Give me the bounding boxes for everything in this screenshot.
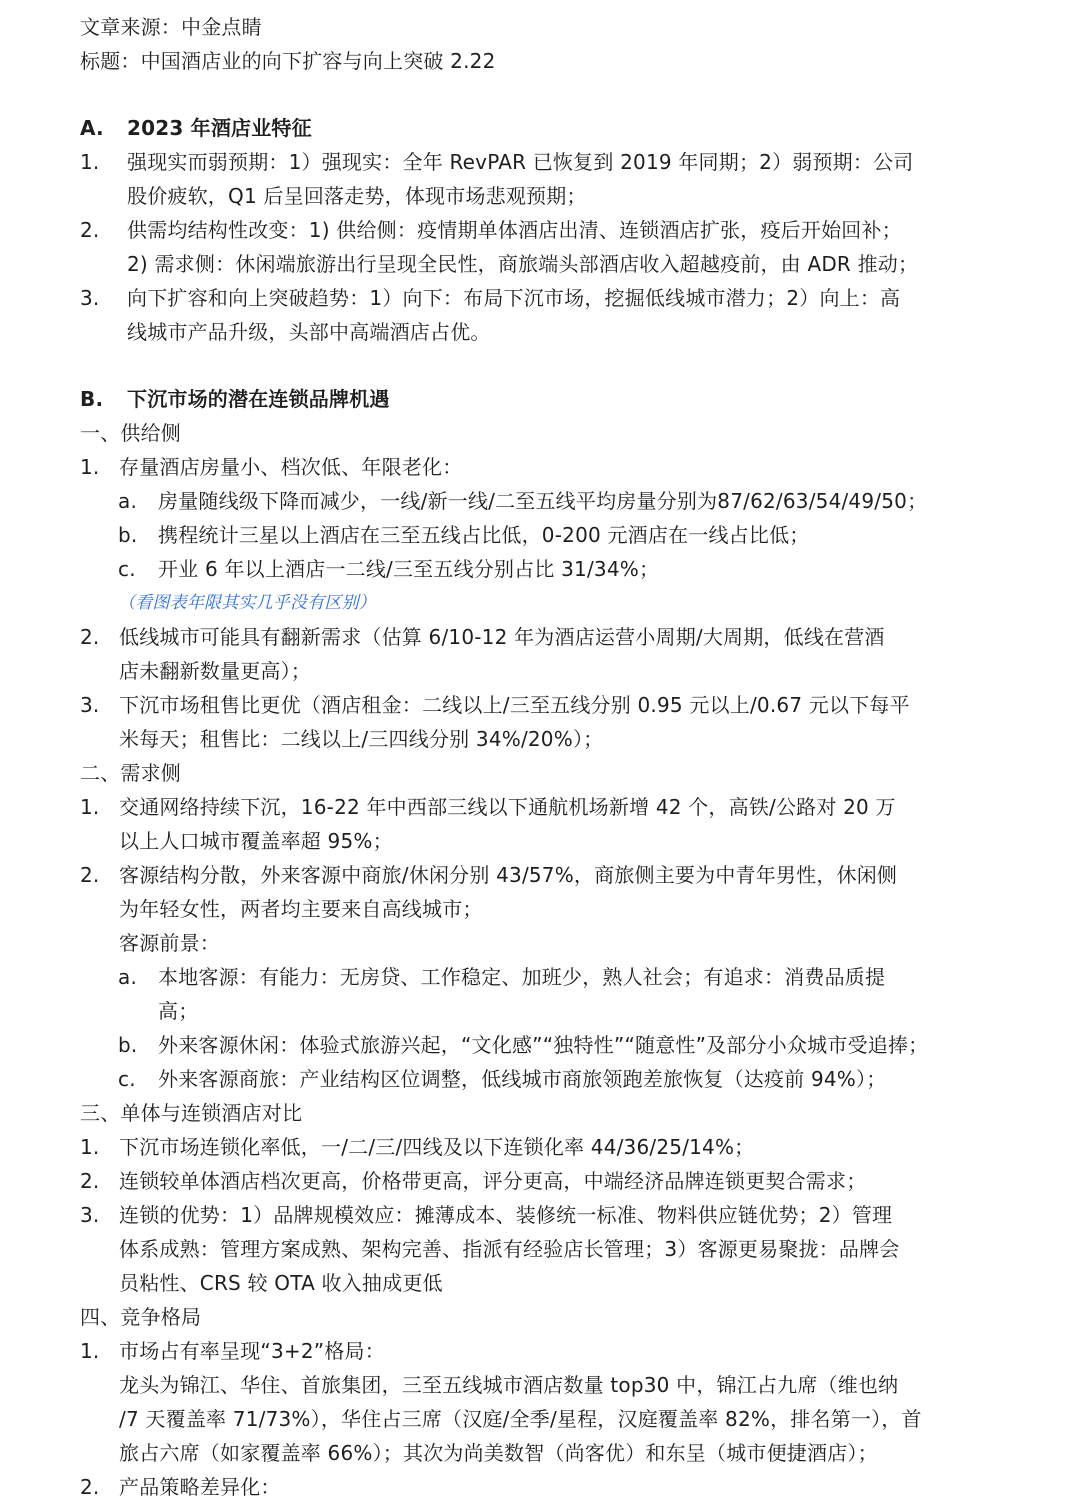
sub-text: 本地客源：有能力：无房贷、工作稳定、加班少，熟人社会；有追求：消费品质提 bbox=[158, 965, 886, 989]
item-text-continued: 店未翻新数量更高）； bbox=[119, 659, 311, 683]
handwritten-note: （看图表年限其实几乎没有区别） bbox=[118, 593, 376, 613]
item-text: 供需均结构性改变：1) 供给侧：疫情期单体酒店出清、连锁酒店扩张，疫后开始回补； bbox=[127, 218, 902, 242]
sub-text: 房量随线级下降而减少，一线/新一线/二至五线平均房量分别为87/62/63/54/49/50； bbox=[158, 489, 928, 513]
sub-text: 外来客源休闲：体验式旅游兴起，“文化感”“独特性”“随意性”及部分小众城市受追捧； bbox=[158, 1033, 929, 1057]
item-number: 2. bbox=[80, 1475, 100, 1499]
item-text: 强现实而弱预期：1）强现实：全年 RevPAR 已恢复到 2019 年同期；2）弱预期：公司 bbox=[127, 150, 914, 174]
item-text: 交通网络持续下沉，16-22 年中西部三线以下通航机场新增 42 个，高铁/公路对 20 万 bbox=[119, 795, 896, 819]
sub-text-continued: 高； bbox=[158, 999, 199, 1023]
sub-label: a. bbox=[118, 489, 138, 513]
sub-text: 外来客源商旅：产业结构区位调整，低线城市商旅领跑差旅恢复（达疫前 94%）； bbox=[158, 1067, 887, 1091]
item-text: 低线城市可能具有翻新需求（估算 6/10-12 年为酒店运营小周期/大周期，低线在营酒 bbox=[119, 625, 885, 649]
item-number: 1. bbox=[80, 1135, 100, 1159]
sub-label: c. bbox=[118, 557, 136, 581]
item-text-continued: 线城市产品升级，头部中高端酒店占优。 bbox=[127, 320, 491, 344]
item-text: 连锁较单体酒店档次更高，价格带更高，评分更高，中端经济品牌连锁更契合需求； bbox=[119, 1169, 867, 1193]
item-number: 2. bbox=[80, 218, 100, 242]
item-text-continued: 米每天；租售比：二线以上/三四线分别 34%/20%）； bbox=[119, 727, 604, 751]
item-text: 向下扩容和向上突破趋势：1）向下：布局下沉市场，挖掘低线城市潜力；2）向上：高 bbox=[127, 286, 901, 310]
subsection-heading: 四、竞争格局 bbox=[80, 1305, 202, 1329]
sub-text: 开业 6 年以上酒店一二线/三至五线分别占比 31/34%； bbox=[158, 557, 660, 581]
section-title: 下沉市场的潜在连锁品牌机遇 bbox=[127, 387, 390, 411]
subsection-heading: 一、供给侧 bbox=[80, 421, 181, 445]
item-text-continued: 龙头为锦江、华住、首旅集团，三至五线城市酒店数量 top30 中，锦江占九席（维也纳 bbox=[119, 1373, 899, 1397]
item-number: 1. bbox=[80, 795, 100, 819]
item-text-continued: /7 天覆盖率 71/73%），华住占三席（汉庭/全季/星程，汉庭覆盖率 82%，排名第一），首 bbox=[119, 1407, 922, 1431]
item-text: 连锁的优势：1）品牌规模效应：摊薄成本、装修统一标准、物料供应链优势；2）管理 bbox=[119, 1203, 893, 1227]
item-number: 3. bbox=[80, 1203, 100, 1227]
item-number: 2. bbox=[80, 863, 100, 887]
item-number: 3. bbox=[80, 693, 100, 717]
item-text: 产品策略差异化： bbox=[119, 1475, 281, 1499]
item-number: 2. bbox=[80, 1169, 100, 1193]
item-number: 1. bbox=[80, 1339, 100, 1363]
item-text-continued: 旅占六席（如家覆盖率 66%）；其次为尚美数智（尚客优）和东呈（城市便捷酒店）； bbox=[119, 1441, 878, 1465]
sub-text: 携程统计三星以上酒店在三至五线占比低，0-200 元酒店在一线占比低； bbox=[158, 523, 810, 547]
source-line: 文章来源：中金点睛 bbox=[80, 15, 262, 39]
item-number: 3. bbox=[80, 286, 100, 310]
item-text-continued: 股价疲软，Q1 后呈回落走势，体现市场悲观预期； bbox=[127, 184, 587, 208]
sub-label: b. bbox=[118, 523, 138, 547]
title-line: 标题：中国酒店业的向下扩容与向上突破 2.22 bbox=[80, 49, 496, 73]
prospects-label: 客源前景： bbox=[119, 931, 220, 955]
item-text: 客源结构分散，外来客源中商旅/休闲分别 43/57%，商旅侧主要为中青年男性，休闲侧 bbox=[119, 863, 898, 887]
item-text-continued: 以上人口城市覆盖率超 95%； bbox=[119, 829, 393, 853]
item-text-continued: 体系成熟：管理方案成熟、架构完善、指派有经验店长管理；3）客源更易聚拢：品牌会 bbox=[119, 1237, 900, 1261]
section-title: 2023 年酒店业特征 bbox=[127, 116, 312, 140]
item-text: 存量酒店房量小、档次低、年限老化： bbox=[119, 455, 463, 479]
sub-label: c. bbox=[118, 1067, 136, 1091]
item-text-continued: 2) 需求侧：休闲端旅游出行呈现全民性，商旅端头部酒店收入超越疫前，由 ADR 推动； bbox=[127, 252, 919, 276]
sub-label: a. bbox=[118, 965, 138, 989]
item-number: 1. bbox=[80, 150, 100, 174]
item-text: 下沉市场租售比更优（酒店租金：二线以上/三至五线分别 0.95 元以上/0.67 元以下每平 bbox=[119, 693, 910, 717]
section-label: B. bbox=[80, 387, 104, 411]
item-text: 市场占有率呈现“3+2”格局： bbox=[119, 1339, 385, 1363]
item-number: 2. bbox=[80, 625, 100, 649]
item-text-continued: 为年轻女性，两者均主要来自高线城市； bbox=[119, 897, 483, 921]
item-text: 下沉市场连锁化率低，一/二/三/四线及以下连锁化率 44/36/25/14%； bbox=[119, 1135, 755, 1159]
sub-label: b. bbox=[118, 1033, 138, 1057]
subsection-heading: 二、需求侧 bbox=[80, 761, 181, 785]
section-label: A. bbox=[80, 116, 104, 140]
item-number: 1. bbox=[80, 455, 100, 479]
subsection-heading: 三、单体与连锁酒店对比 bbox=[80, 1101, 303, 1125]
item-text-continued: 员粘性、CRS 较 OTA 收入抽成更低 bbox=[119, 1271, 443, 1295]
